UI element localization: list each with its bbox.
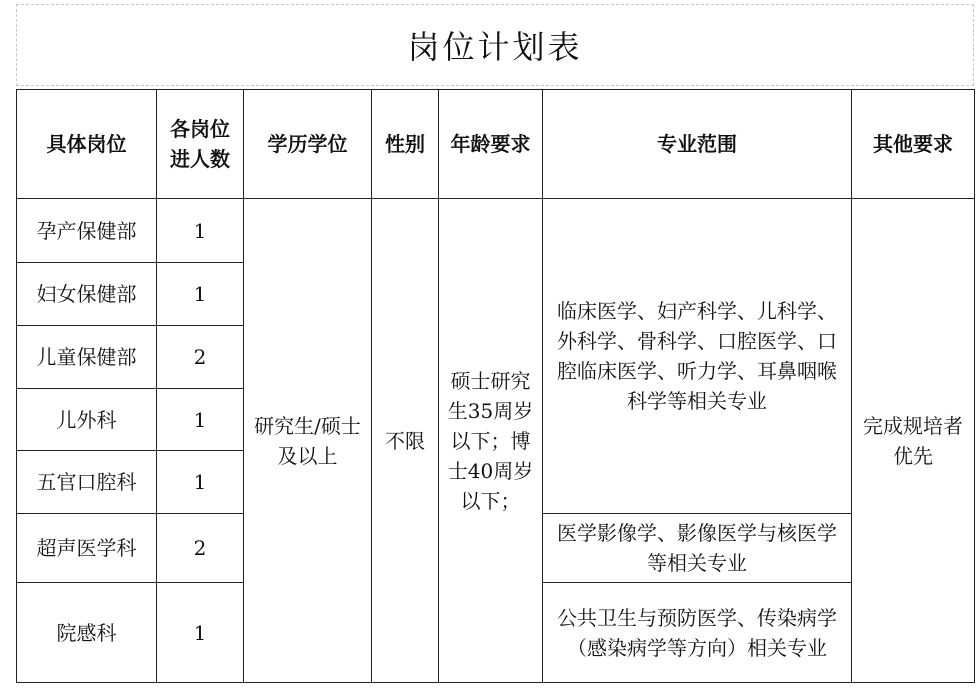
header-major: 专业范围: [543, 90, 852, 199]
title-box: [16, 4, 974, 86]
other-cell: 完成规培者优先: [852, 199, 975, 683]
count-cell: 2: [157, 514, 244, 583]
header-row: [17, 90, 975, 199]
header-gender: 性别: [372, 90, 439, 199]
header-other: 其他要求: [852, 90, 975, 199]
header-count: 各岗位进人数: [157, 90, 244, 199]
age-cell: 硕士研究生35周岁以下；博士40周岁以下；: [439, 199, 543, 683]
count-cell: 1: [157, 199, 244, 263]
count-cell: 1: [157, 451, 244, 514]
gender-cell: 不限: [372, 199, 439, 683]
education-cell: 研究生/硕士及以上: [244, 199, 372, 683]
position-cell: 孕产保健部: [17, 199, 157, 263]
page-title: 岗位计划表: [407, 28, 583, 66]
header-age: 年龄要求: [439, 90, 543, 199]
position-cell: 院感科: [17, 583, 157, 683]
major-cell: 医学影像学、影像医学与核医学等相关专业: [543, 514, 852, 583]
position-cell: 五官口腔科: [17, 451, 157, 514]
position-cell: 超声医学科: [17, 514, 157, 583]
count-cell: 1: [157, 583, 244, 683]
header-education: 学历学位: [244, 90, 372, 199]
position-cell: 妇女保健部: [17, 263, 157, 326]
position-cell: 儿童保健部: [17, 326, 157, 389]
header-position: 具体岗位: [17, 90, 157, 199]
table-row: [17, 199, 975, 263]
count-cell: 1: [157, 263, 244, 326]
count-cell: 1: [157, 389, 244, 451]
position-plan-table: [16, 89, 975, 683]
major-cell: 公共卫生与预防医学、传染病学（感染病学等方向）相关专业: [543, 583, 852, 683]
position-cell: 儿外科: [17, 389, 157, 451]
major-cell: 临床医学、妇产科学、儿科学、外科学、骨科学、口腔医学、口腔临床医学、听力学、耳鼻咽喉科学等相关专业: [543, 199, 852, 514]
count-cell: 2: [157, 326, 244, 389]
